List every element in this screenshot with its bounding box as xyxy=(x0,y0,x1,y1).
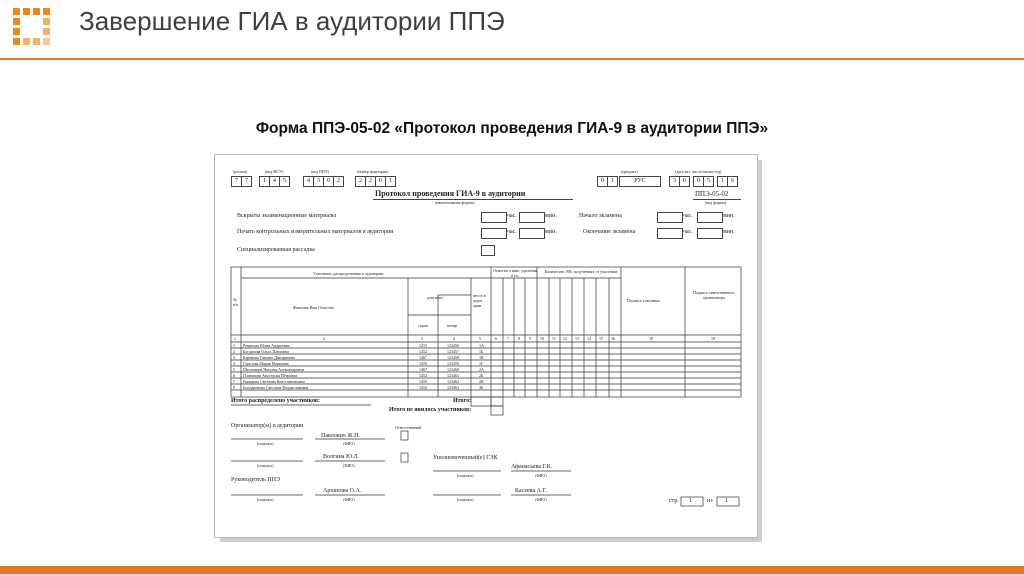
row-doc-number: 123456 xyxy=(447,343,459,348)
row-doc-number: 123459 xyxy=(447,361,459,366)
row-number: 3 xyxy=(233,355,235,360)
row-seat: 1А xyxy=(479,343,484,348)
subject-code-digit: 0 xyxy=(597,176,608,187)
label-aud: (номер аудитории) xyxy=(357,169,389,174)
bottom-accent-bar xyxy=(0,566,1024,574)
row-series: 1215 xyxy=(419,343,427,348)
col-num: 12 xyxy=(563,336,567,341)
min-label: мин. xyxy=(545,229,557,235)
row-series: 1452 xyxy=(419,373,427,378)
row-fio: Богданова Ольга Павловна xyxy=(243,349,289,354)
aud-digit: 0 xyxy=(375,176,386,187)
sign-header: Подпись участника xyxy=(627,298,660,303)
of-label: из xyxy=(707,498,713,504)
col-num: 4 xyxy=(453,336,455,341)
form-code: ППЭ-05-02 xyxy=(695,190,729,198)
ppe-digit: 3 xyxy=(313,176,324,187)
col-num: 9 xyxy=(529,336,531,341)
col-num: 3 xyxy=(421,336,423,341)
fio-note: (ФИО) xyxy=(343,463,355,468)
date-digit: 0 xyxy=(679,176,690,187)
col-num: 19 xyxy=(711,336,715,341)
col-num: 16 xyxy=(611,336,615,341)
ppe-digit: 2 xyxy=(333,176,344,187)
responsible-label: Ответственный xyxy=(395,425,422,430)
row-doc-number: 123461 xyxy=(447,373,459,378)
total-label: Итого: xyxy=(453,398,472,404)
msu-digit: 5 xyxy=(279,176,290,187)
label-region: (регион) xyxy=(233,169,248,174)
row-seat: 1Г xyxy=(479,361,484,366)
fio-header: Фамилия Имя Отчество xyxy=(293,305,334,310)
gek-label: Уполномоченный(е) ГЭК xyxy=(433,455,498,461)
page-total: 1 xyxy=(725,498,728,504)
sign-note: (подпись) xyxy=(257,463,274,468)
col-num: 14 xyxy=(587,336,591,341)
col-num: 10 xyxy=(540,336,544,341)
row-series: 1459 xyxy=(419,361,427,366)
col-num: 1 xyxy=(234,336,236,341)
col-num: 7 xyxy=(507,336,509,341)
row-doc-number: 123463 xyxy=(447,385,459,390)
min-label: мин. xyxy=(723,213,735,219)
row-seat: 1В xyxy=(479,355,484,360)
protocol-form xyxy=(214,154,758,538)
form-code-note: (код формы) xyxy=(705,200,727,205)
subject-code-digit: 1 xyxy=(607,176,618,187)
printed-label: Печать контрольных измерительных материалов в аудитории xyxy=(237,229,394,235)
col-num: 6 xyxy=(495,336,497,341)
form-title-note: (наименование формы) xyxy=(435,200,475,205)
participants-header: Участники, распределенные в аудиторию xyxy=(313,271,384,276)
marks-header: Отметки о явке, удалении и т.п. xyxy=(493,268,537,278)
row-fio: Ермакова Светлана Константиновна xyxy=(243,379,305,384)
date-digit: 6 xyxy=(727,176,738,187)
hour-label: час. xyxy=(507,213,517,219)
row-series: 1467 xyxy=(419,355,427,360)
gek-1-name: Афанасьева Г.К. xyxy=(511,464,553,470)
number-header: номер xyxy=(447,323,458,328)
label-ppe: (код ППЭ) xyxy=(311,169,329,174)
sign-note: (подпись) xyxy=(457,497,474,502)
doc-header: документ xyxy=(427,295,444,300)
ppe-digit: 4 xyxy=(303,176,314,187)
col-num: 15 xyxy=(599,336,603,341)
hour-label: час. xyxy=(683,229,693,235)
row-doc-number: 123462 xyxy=(447,379,459,384)
title-divider xyxy=(0,58,1024,60)
row-seat: 2Б xyxy=(479,373,484,378)
min-label: мин. xyxy=(545,213,557,219)
col-num: 8 xyxy=(518,336,520,341)
fio-note: (ФИО) xyxy=(343,497,355,502)
row-doc-number: 123457 xyxy=(447,349,459,354)
row-number: 1 xyxy=(233,343,235,348)
form-title: Протокол проведения ГИА-9 в аудитории xyxy=(375,189,526,198)
gek-2-name: Касеева А.Г. xyxy=(515,488,547,494)
row-seat: 2В xyxy=(479,379,484,384)
region-digit: 7 xyxy=(241,176,252,187)
date-digit: 3 xyxy=(669,176,680,187)
hour-label: час. xyxy=(683,213,693,219)
page-label: стр. xyxy=(669,498,679,504)
row-fio: Платонова Анастасия Петровна xyxy=(243,373,298,378)
subject-name: РУС xyxy=(619,176,661,187)
row-series: 1459 xyxy=(419,379,427,384)
min-label: мин. xyxy=(723,229,735,235)
row-doc-number: 123458 xyxy=(447,355,459,360)
row-fio: Шестовина Наталья Александровна xyxy=(243,367,305,372)
sign-note: (подпись) xyxy=(257,441,274,446)
row-number: 5 xyxy=(233,367,235,372)
row-fio: Бондаренова Светлана Владиславовна xyxy=(243,385,309,390)
page-number: 1 xyxy=(689,498,692,504)
msu-digit: 1 xyxy=(259,176,270,187)
hour-label: час. xyxy=(507,229,517,235)
row-number: 6 xyxy=(233,373,235,378)
row-number: 4 xyxy=(233,361,235,366)
fio-note: (ФИО) xyxy=(535,473,547,478)
aud-digit: 2 xyxy=(355,176,366,187)
fio-note: (ФИО) xyxy=(343,441,355,446)
col-num: 5 xyxy=(479,336,481,341)
row-series: 1452 xyxy=(419,385,427,390)
row-number: 8 xyxy=(233,385,235,390)
row-seat: 3Б xyxy=(479,385,484,390)
no-header: № п/п xyxy=(233,297,239,307)
label-subject: (предмет) xyxy=(621,169,638,174)
head-label: Руководитель ППЭ xyxy=(231,477,280,483)
sign-note: (подпись) xyxy=(457,473,474,478)
organizers-label: Организатор(ы) в аудитории xyxy=(231,423,304,429)
aud-digit: 1 xyxy=(385,176,396,187)
slide-subtitle: Форма ППЭ-05-02 «Протокол проведения ГИА-9 в аудитории ППЭ» xyxy=(255,120,769,137)
logo xyxy=(13,8,53,50)
head-name: Архипова О.А. xyxy=(323,488,362,494)
label-date: (дата экз. число-месяц-год) xyxy=(675,169,722,174)
row-fio: Романова Юлия Андреевна xyxy=(243,343,290,348)
row-fio: Баранова Татьяна Дмитриевна xyxy=(243,355,295,360)
slide-title: Завершение ГИА в аудитории ППЭ xyxy=(79,6,505,36)
ppe-digit: 0 xyxy=(323,176,334,187)
special-label: Специализированная рассадка xyxy=(237,247,315,253)
count-header: Количество ЭМ, полученных от участника xyxy=(544,269,618,274)
date-digit: 1 xyxy=(717,176,728,187)
row-series: 1467 xyxy=(419,367,427,372)
col-num: 2 xyxy=(323,336,325,341)
row-seat: 1Б xyxy=(479,349,484,354)
row-number: 2 xyxy=(233,349,235,354)
sign-note: (подпись) xyxy=(257,497,274,502)
msu-digit: 4 xyxy=(269,176,280,187)
total-absent-label: Итого не явилось участников: xyxy=(389,407,472,413)
row-number: 7 xyxy=(233,379,235,384)
opened-label: Вскрыты экзаменационные материалы xyxy=(237,213,337,219)
fio-note: (ФИО) xyxy=(535,497,547,502)
organizer-1-name: Павлович Ж.Н. xyxy=(321,433,361,439)
region-digit: 7 xyxy=(231,176,242,187)
label-msu: (код МСУ) xyxy=(265,169,284,174)
date-digit: 0 xyxy=(693,176,704,187)
resp-header: Подпись ответственного организатора xyxy=(693,290,735,300)
row-series: 1452 xyxy=(419,349,427,354)
col-num: 11 xyxy=(552,336,556,341)
series-header: серия xyxy=(418,323,428,328)
end-label: Окончание экзамена xyxy=(583,229,636,235)
col-num: 18 xyxy=(649,336,653,341)
date-digit: 5 xyxy=(703,176,714,187)
total-distributed-label: Итого распределено участников: xyxy=(231,398,321,404)
row-seat: 2А xyxy=(479,367,484,372)
col-num: 13 xyxy=(575,336,579,341)
organizer-2-name: Волгина Ю.Л. xyxy=(323,454,360,460)
start-label: Начало экзамена xyxy=(579,213,622,219)
row-fio: Горелова Мария Марковна xyxy=(243,361,289,366)
aud-digit: 2 xyxy=(365,176,376,187)
participants-table-grid xyxy=(215,155,757,537)
seat-header: место в аудит ории xyxy=(473,293,486,308)
row-doc-number: 123460 xyxy=(447,367,459,372)
